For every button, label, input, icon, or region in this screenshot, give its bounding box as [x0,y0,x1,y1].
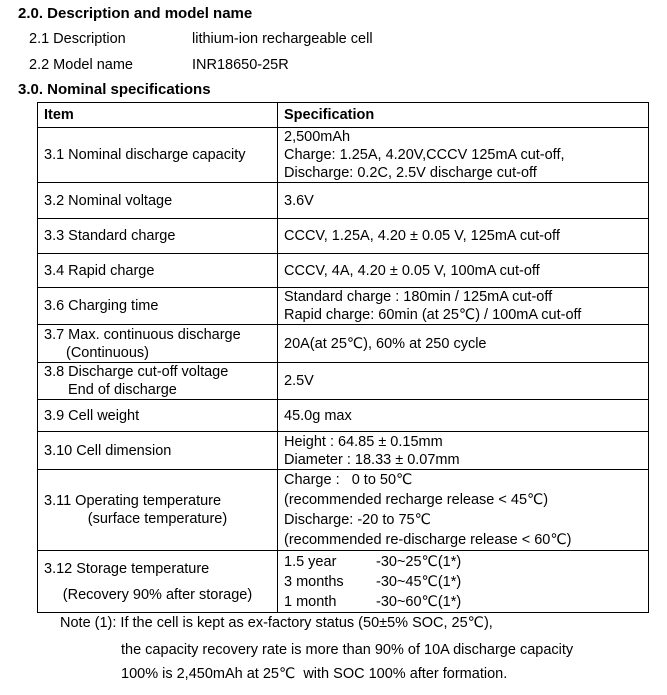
spec-line: Rapid charge: 60min (at 25℃) / 100mA cut-off [284,307,582,323]
row-item: 3.10 Cell dimension [38,432,278,470]
table-row [38,288,649,325]
table-row [38,363,649,400]
storage-range: -30~45℃(1*) [376,573,462,590]
spec-line: Charge: 1.25A, 4.20V,CCCV 125mA cut-off, [284,147,565,163]
storage-row [284,552,642,572]
row-item [38,470,278,551]
spec-line: Discharge: -20 to 75℃ [284,512,431,528]
row-spec: 2.5V [278,363,649,400]
description-value: lithium-ion rechargeable cell [192,31,373,47]
row-spec [278,432,649,470]
table-row [38,432,649,470]
table-row [38,219,649,254]
spec-line: Diameter : 18.33 ± 0.07mm [284,451,460,468]
row-item-subtitle: (Continuous) [66,344,150,361]
row-item-title: 3.12 Storage temperature [44,560,210,577]
note-line-2: the capacity recovery rate is more than 90% of 10A discharge capacity [121,642,574,658]
note-line-1: Note (1): If the cell is kept as ex-factory status (50±5% SOC, 25℃), [60,615,493,631]
table-row [38,128,649,183]
row-item [38,325,278,363]
nominal-specifications-table [37,102,649,613]
row-spec: 20A(at 25℃), 60% at 250 cycle [278,325,649,363]
row-item-title: 3.7 Max. continuous discharge [44,326,241,343]
description-label: 2.1 Description [29,31,126,47]
section-2-heading: 2.0. Description and model name [18,5,253,22]
storage-row [284,572,642,592]
row-item [38,551,278,613]
row-item: 3.6 Charging time [38,288,278,325]
spec-line: 2,500mAh [284,129,351,145]
spec-line: Standard charge : 180min / 125mA cut-off [284,289,553,305]
row-item-title: 3.11 Operating temperature [44,493,222,509]
storage-range: -30~60℃(1*) [376,593,462,610]
row-item-title: 3.8 Discharge cut-off voltage [44,364,229,380]
row-item: 3.2 Nominal voltage [38,183,278,219]
row-item-subtitle: (surface temperature) [87,511,228,527]
table-row [38,470,649,551]
table-row [38,551,649,613]
table-row [38,325,649,363]
storage-period: 3 months [284,573,344,590]
row-item: 3.1 Nominal discharge capacity [38,128,278,183]
table-row [38,400,649,432]
row-item: 3.3 Standard charge [38,219,278,254]
row-item [38,363,278,400]
row-spec: 45.0g max [278,400,649,432]
table-header-row [38,103,649,128]
row-item-subtitle: (Recovery 90% after storage) [62,586,253,603]
storage-range: -30~25℃(1*) [376,553,462,570]
row-spec [278,470,649,551]
table-row [38,183,649,219]
section-3-heading: 3.0. Nominal specifications [18,81,211,98]
note-line-3: 100% is 2,450mAh at 25℃ with SOC 100% after formation. [121,666,508,682]
spec-line: Charge : 0 to 50℃ [284,472,413,488]
storage-row [284,592,642,612]
header-item: Item [38,103,278,128]
spec-line: Discharge: 0.2C, 2.5V discharge cut-off [284,165,537,181]
row-item: 3.4 Rapid charge [38,254,278,288]
row-item: 3.9 Cell weight [38,400,278,432]
model-name-value: INR18650-25R [192,57,289,73]
row-spec [278,128,649,183]
row-spec: CCCV, 4A, 4.20 ± 0.05 V, 100mA cut-off [278,254,649,288]
storage-period: 1.5 year [284,553,337,570]
row-spec: 3.6V [278,183,649,219]
row-spec [278,288,649,325]
model-name-label: 2.2 Model name [29,57,133,73]
row-spec [278,551,649,613]
row-item-subtitle: End of discharge [68,382,177,398]
storage-period: 1 month [284,593,337,610]
spec-line: (recommended re-discharge release < 60℃) [284,532,572,548]
spec-line: Height : 64.85 ± 0.15mm [284,433,443,450]
spec-line: (recommended recharge release < 45℃) [284,492,549,508]
header-specification: Specification [278,103,649,128]
table-row [38,254,649,288]
row-spec: CCCV, 1.25A, 4.20 ± 0.05 V, 125mA cut-off [278,219,649,254]
